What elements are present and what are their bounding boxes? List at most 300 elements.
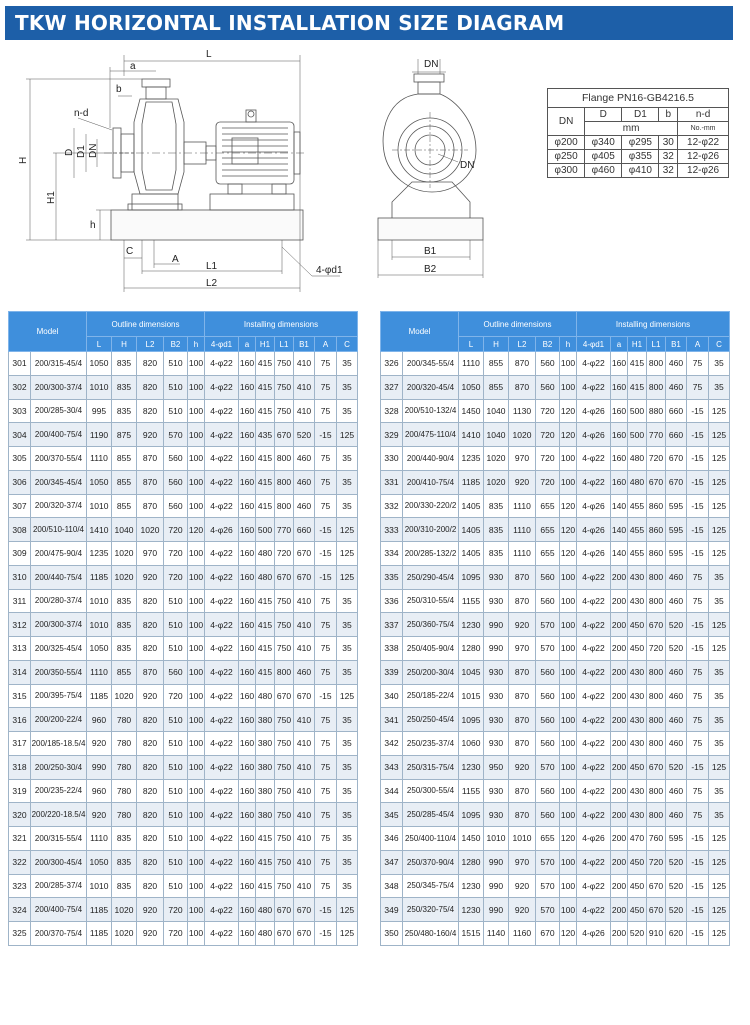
flange-cell: 32 [659, 150, 678, 164]
table-row [9, 494, 358, 518]
row-index: 302 [9, 375, 31, 399]
dimension-cell: 520 [666, 755, 687, 779]
header-outline: Outline dimensions [87, 312, 205, 337]
dimension-cell: 4-φ22 [205, 708, 239, 732]
dimension-cell: 480 [256, 684, 275, 708]
dimension-cell: 100 [188, 803, 205, 827]
dimension-cell: 460 [666, 660, 687, 684]
dimension-cell: 35 [337, 470, 358, 494]
dimension-cell: 570 [536, 637, 560, 661]
dimension-cell: 120 [560, 399, 577, 423]
dimension-cell: 1020 [137, 518, 164, 542]
dimension-cell: 970 [509, 850, 536, 874]
dimension-cell: 450 [628, 613, 647, 637]
end-view-label-DN-top: DN [424, 59, 439, 70]
dimension-cell: 4-φ22 [577, 684, 611, 708]
dimension-cell: 480 [628, 470, 647, 494]
dimension-cell: 100 [188, 684, 205, 708]
dimension-cell: 200 [611, 589, 628, 613]
dimension-cell: 510 [164, 613, 188, 637]
dimension-cell: 415 [256, 447, 275, 471]
dim-label-L1: L1 [206, 261, 218, 272]
dimension-cell: 125 [337, 684, 358, 708]
dimension-cell: 820 [137, 755, 164, 779]
dimension-cell: 125 [709, 518, 730, 542]
dimension-cell: 750 [275, 589, 294, 613]
dimension-cell: 75 [687, 565, 709, 589]
dimension-cell: 835 [112, 827, 137, 851]
dimension-cell: 410 [294, 399, 315, 423]
model-cell: 200/475-110/4 [403, 423, 459, 447]
table-row [381, 637, 730, 661]
dimension-cell: 430 [628, 589, 647, 613]
dimension-cell: 570 [536, 898, 560, 922]
row-index: 310 [9, 565, 31, 589]
dimension-cell: 125 [709, 827, 730, 851]
dimension-cell: 750 [275, 779, 294, 803]
dimension-cell: 125 [709, 613, 730, 637]
dimension-cell: 410 [294, 613, 315, 637]
dimension-cell: 75 [315, 874, 337, 898]
flange-unit: mm [585, 122, 678, 136]
column-header: h [188, 337, 205, 352]
dimension-cell: 820 [137, 708, 164, 732]
dimension-cell: 760 [647, 827, 666, 851]
dimension-cell: 4-φ22 [577, 447, 611, 471]
row-index: 349 [381, 898, 403, 922]
dimension-cell: 1155 [459, 779, 484, 803]
dimension-cell: 4-φ22 [577, 898, 611, 922]
end-view-label-B2: B2 [424, 264, 437, 275]
dimension-cell: 855 [112, 470, 137, 494]
flange-cell: φ200 [548, 136, 585, 150]
dim-label-n-d: n-d [74, 108, 89, 119]
model-cell: 200/370-55/4 [31, 447, 87, 471]
dimension-cell: 800 [647, 565, 666, 589]
model-cell: 250/370-90/4 [403, 850, 459, 874]
dimension-cell: 460 [294, 660, 315, 684]
dimension-cell: 125 [709, 494, 730, 518]
spec-table-left [8, 311, 358, 946]
dimension-cell: 35 [337, 803, 358, 827]
dimension-cell: 820 [137, 637, 164, 661]
column-header: a [611, 337, 628, 352]
table-row [381, 470, 730, 494]
dimension-cell: 160 [611, 375, 628, 399]
row-index: 308 [9, 518, 31, 542]
table-row [381, 850, 730, 874]
dimension-cell: 160 [239, 565, 256, 589]
dimension-cell: 160 [239, 447, 256, 471]
dimension-cell: 4-φ22 [577, 803, 611, 827]
dimension-cell: 415 [256, 589, 275, 613]
dimension-cell: 920 [87, 803, 112, 827]
dimension-cell: 920 [509, 874, 536, 898]
model-cell: 200/285-30/4 [31, 399, 87, 423]
dimension-cell: 4-φ22 [205, 399, 239, 423]
row-index: 301 [9, 352, 31, 376]
dimension-cell: 1010 [484, 827, 509, 851]
dim-label-C: C [126, 246, 134, 257]
flange-cell: 12-φ26 [678, 164, 729, 178]
dimension-cell: 120 [560, 423, 577, 447]
dimension-cell: 460 [666, 708, 687, 732]
dimension-cell: 75 [687, 684, 709, 708]
dimension-cell: 1185 [87, 565, 112, 589]
dimension-cell: -15 [687, 542, 709, 566]
dimension-cell: 870 [509, 732, 536, 756]
dimension-cell: 1060 [459, 732, 484, 756]
dim-label-DN: DN [88, 143, 99, 158]
dimension-cell: 1410 [459, 423, 484, 447]
model-cell: 250/400-110/4 [403, 827, 459, 851]
table-row [381, 494, 730, 518]
dimension-cell: 35 [337, 708, 358, 732]
dimension-cell: 75 [687, 375, 709, 399]
dimension-cell: 1185 [87, 684, 112, 708]
row-index: 328 [381, 399, 403, 423]
dimension-cell: 415 [628, 375, 647, 399]
dimension-cell: 560 [536, 732, 560, 756]
dimension-cell: 75 [315, 850, 337, 874]
dimension-cell: 380 [256, 803, 275, 827]
row-index: 320 [9, 803, 31, 827]
dimension-cell: 35 [709, 589, 730, 613]
row-index: 309 [9, 542, 31, 566]
dimension-cell: 1050 [459, 375, 484, 399]
dimension-cell: 430 [628, 565, 647, 589]
dimension-cell: 460 [666, 565, 687, 589]
model-cell: 250/405-90/4 [403, 637, 459, 661]
dimension-cell: 595 [666, 494, 687, 518]
flange-header-d: D [585, 108, 622, 122]
dimension-cell: 415 [256, 660, 275, 684]
table-row [9, 874, 358, 898]
row-index: 311 [9, 589, 31, 613]
table-row [9, 684, 358, 708]
dimension-cell: 410 [294, 779, 315, 803]
row-index: 322 [9, 850, 31, 874]
dimension-cell: 480 [256, 922, 275, 946]
table-row [381, 803, 730, 827]
flange-cell: φ460 [585, 164, 622, 178]
dimension-cell: 750 [275, 874, 294, 898]
table-row [381, 565, 730, 589]
column-header: H1 [628, 337, 647, 352]
dimension-cell: 75 [315, 803, 337, 827]
dimension-cell: 870 [509, 565, 536, 589]
dimension-cell: 990 [484, 898, 509, 922]
dimension-cell: 1095 [459, 565, 484, 589]
dimension-cell: 655 [536, 518, 560, 542]
dimension-cell: 655 [536, 494, 560, 518]
model-cell: 250/300-55/4 [403, 779, 459, 803]
dimension-cell: 1020 [484, 470, 509, 494]
dimension-cell: 160 [239, 518, 256, 542]
dim-label-L2: L2 [206, 278, 218, 289]
dim-label-4-d1: 4-φd1 [316, 265, 343, 276]
dimension-cell: 510 [164, 803, 188, 827]
dimension-cell: 560 [164, 660, 188, 684]
dimension-cell: -15 [315, 423, 337, 447]
dimension-cell: 4-φ22 [205, 447, 239, 471]
dimension-cell: 670 [294, 898, 315, 922]
dimension-cell: 200 [611, 684, 628, 708]
dimension-cell: 415 [256, 399, 275, 423]
dimension-cell: -15 [315, 898, 337, 922]
dimension-cell: 670 [275, 898, 294, 922]
dimension-cell: 780 [112, 708, 137, 732]
dimension-cell: 4-φ22 [577, 874, 611, 898]
dimension-cell: 4-φ22 [205, 850, 239, 874]
column-header: h [560, 337, 577, 352]
side-view-drawing [26, 55, 340, 292]
table-row [9, 755, 358, 779]
dimension-cell: 860 [647, 518, 666, 542]
dimension-cell: 510 [164, 874, 188, 898]
model-cell: 200/320-45/4 [403, 375, 459, 399]
dimension-cell: 520 [666, 850, 687, 874]
table-row [9, 565, 358, 589]
dimension-cell: 870 [509, 352, 536, 376]
dimension-cell: 125 [337, 542, 358, 566]
dimension-cell: 430 [628, 708, 647, 732]
dimension-cell: 125 [709, 850, 730, 874]
dimension-cell: 1110 [87, 660, 112, 684]
dimension-cell: 1045 [459, 660, 484, 684]
dimension-cell: 160 [611, 352, 628, 376]
dimension-cell: 160 [239, 399, 256, 423]
dimension-cell: 35 [337, 447, 358, 471]
dimension-cell: 100 [188, 637, 205, 661]
dimension-cell: 100 [560, 589, 577, 613]
dimension-cell: 1010 [87, 613, 112, 637]
dimension-cell: 570 [164, 423, 188, 447]
dimension-cell: 35 [337, 613, 358, 637]
dimension-cell: 670 [294, 565, 315, 589]
table-row [9, 470, 358, 494]
dimension-cell: 720 [647, 850, 666, 874]
dimension-cell: 4-φ26 [577, 518, 611, 542]
table-row [9, 660, 358, 684]
dim-label-b: b [116, 84, 122, 95]
dimension-cell: 100 [560, 684, 577, 708]
dimension-cell: 670 [294, 922, 315, 946]
dimension-cell: 160 [239, 898, 256, 922]
dimension-cell: 4-φ22 [577, 470, 611, 494]
dimension-cell: 750 [275, 850, 294, 874]
model-cell: 200/330-220/2 [403, 494, 459, 518]
row-index: 344 [381, 779, 403, 803]
column-header: C [709, 337, 730, 352]
dimension-cell: 1050 [87, 850, 112, 874]
dimension-cell: 120 [560, 518, 577, 542]
dimension-cell: 670 [275, 565, 294, 589]
row-index: 331 [381, 470, 403, 494]
dimension-cell: 460 [666, 684, 687, 708]
model-cell: 200/315-55/4 [31, 827, 87, 851]
dimension-cell: 140 [611, 518, 628, 542]
dimension-cell: 75 [687, 732, 709, 756]
dimension-cell: 430 [628, 684, 647, 708]
dimension-cell: 160 [239, 684, 256, 708]
dimension-cell: 970 [509, 637, 536, 661]
dimension-cell: 410 [294, 803, 315, 827]
flange-header-dn: DN [548, 108, 585, 136]
dimension-cell: 820 [137, 874, 164, 898]
dimension-cell: 100 [188, 708, 205, 732]
dimension-cell: 35 [709, 779, 730, 803]
flange-cell: 30 [659, 136, 678, 150]
dimension-cell: 1450 [459, 399, 484, 423]
dimension-cell: 35 [337, 755, 358, 779]
dimension-cell: 670 [666, 470, 687, 494]
table-row [381, 660, 730, 684]
row-index: 336 [381, 589, 403, 613]
dimension-cell: 800 [647, 352, 666, 376]
row-index: 347 [381, 850, 403, 874]
dimension-cell: 990 [484, 850, 509, 874]
flange-caption: Flange PN16-GB4216.5 [548, 89, 729, 108]
dimension-cell: 470 [628, 827, 647, 851]
dimension-cell: 4-φ22 [577, 732, 611, 756]
dimension-cell: 800 [647, 779, 666, 803]
row-index: 305 [9, 447, 31, 471]
dimension-cell: 750 [275, 732, 294, 756]
table-row [381, 684, 730, 708]
model-cell: 250/235-37/4 [403, 732, 459, 756]
model-cell: 200/510-110/4 [31, 518, 87, 542]
dimension-cell: 450 [628, 850, 647, 874]
dimension-cell: 1190 [87, 423, 112, 447]
dimension-cell: 120 [560, 827, 577, 851]
dimension-cell: 520 [666, 637, 687, 661]
table-row [381, 898, 730, 922]
dimension-cell: 510 [164, 399, 188, 423]
dimension-cell: 1110 [509, 518, 536, 542]
dim-label-a: a [130, 61, 136, 72]
table-row [381, 352, 730, 376]
dimension-cell: 655 [536, 542, 560, 566]
dimension-cell: 560 [164, 470, 188, 494]
dimension-cell: 1040 [484, 399, 509, 423]
dimension-cell: 415 [256, 470, 275, 494]
model-cell: 250/290-45/4 [403, 565, 459, 589]
dimension-cell: 510 [164, 589, 188, 613]
dimension-cell: 35 [337, 589, 358, 613]
dimension-cell: 100 [560, 898, 577, 922]
dimension-cell: -15 [687, 898, 709, 922]
dimension-cell: 125 [337, 565, 358, 589]
dimension-cell: 670 [647, 755, 666, 779]
dimension-cell: 750 [275, 708, 294, 732]
dimension-cell: 100 [188, 660, 205, 684]
dimension-cell: 835 [112, 613, 137, 637]
dimension-cell: 920 [509, 613, 536, 637]
flange-header-b: b [659, 108, 678, 122]
dimension-cell: 125 [337, 518, 358, 542]
table-row [9, 352, 358, 376]
dimension-cell: 670 [647, 613, 666, 637]
dimension-cell: 660 [666, 399, 687, 423]
dimension-cell: 4-φ22 [205, 565, 239, 589]
dimension-cell: 1095 [459, 803, 484, 827]
model-cell: 200/300-45/4 [31, 850, 87, 874]
dimension-cell: 125 [709, 399, 730, 423]
dimension-cell: 1040 [112, 518, 137, 542]
dimension-cell: 1405 [459, 518, 484, 542]
dimension-cell: 455 [628, 494, 647, 518]
dimension-cell: 4-φ22 [205, 423, 239, 447]
dimension-cell: 920 [137, 898, 164, 922]
dimension-cell: -15 [687, 637, 709, 661]
dimension-cell: 1020 [112, 898, 137, 922]
dimension-cell: 1010 [509, 827, 536, 851]
dimension-cell: 920 [137, 922, 164, 946]
dimension-cell: 670 [647, 898, 666, 922]
dimension-cell: 1160 [509, 922, 536, 946]
dimension-cell: 510 [164, 779, 188, 803]
row-index: 324 [9, 898, 31, 922]
row-index: 306 [9, 470, 31, 494]
model-cell: 200/400-75/4 [31, 423, 87, 447]
dimension-cell: 870 [509, 708, 536, 732]
model-cell: 200/370-75/4 [31, 922, 87, 946]
dimension-cell: 200 [611, 922, 628, 946]
flange-nd-unit: No.-mm [678, 122, 729, 136]
dimension-cell: 4-φ22 [577, 565, 611, 589]
row-index: 307 [9, 494, 31, 518]
dimension-cell: 870 [509, 779, 536, 803]
dimension-cell: 35 [337, 352, 358, 376]
dimension-cell: 4-φ22 [577, 352, 611, 376]
model-cell: 250/315-75/4 [403, 755, 459, 779]
dimension-cell: 480 [256, 565, 275, 589]
dim-label-A: A [172, 254, 179, 265]
table-row [9, 447, 358, 471]
dimension-cell: 500 [256, 518, 275, 542]
table-row [9, 518, 358, 542]
dimension-cell: -15 [315, 542, 337, 566]
dimension-cell: 4-φ22 [205, 613, 239, 637]
dimension-cell: 880 [647, 399, 666, 423]
dimension-cell: -15 [687, 850, 709, 874]
dimension-cell: 1235 [459, 447, 484, 471]
dimension-cell: 1020 [484, 447, 509, 471]
dimension-cell: 4-φ22 [205, 684, 239, 708]
model-cell: 200/310-200/2 [403, 518, 459, 542]
dimension-cell: 35 [337, 375, 358, 399]
dimension-cell: 720 [275, 542, 294, 566]
dimension-cell: 820 [137, 827, 164, 851]
dimension-cell: 75 [315, 827, 337, 851]
dimension-cell: 4-φ22 [577, 637, 611, 661]
dimension-cell: -15 [687, 470, 709, 494]
dimension-cell: 595 [666, 518, 687, 542]
dimension-cell: 780 [112, 732, 137, 756]
dimension-cell: 720 [164, 542, 188, 566]
dimension-cell: 1040 [484, 423, 509, 447]
dimension-cell: 100 [188, 779, 205, 803]
dimension-cell: 160 [239, 494, 256, 518]
dimension-cell: 450 [628, 874, 647, 898]
column-header: B2 [164, 337, 188, 352]
flange-cell: φ300 [548, 164, 585, 178]
dimension-cell: 75 [687, 779, 709, 803]
dimension-cell: 75 [687, 708, 709, 732]
model-cell: 200/475-90/4 [31, 542, 87, 566]
dimension-cell: 820 [137, 732, 164, 756]
